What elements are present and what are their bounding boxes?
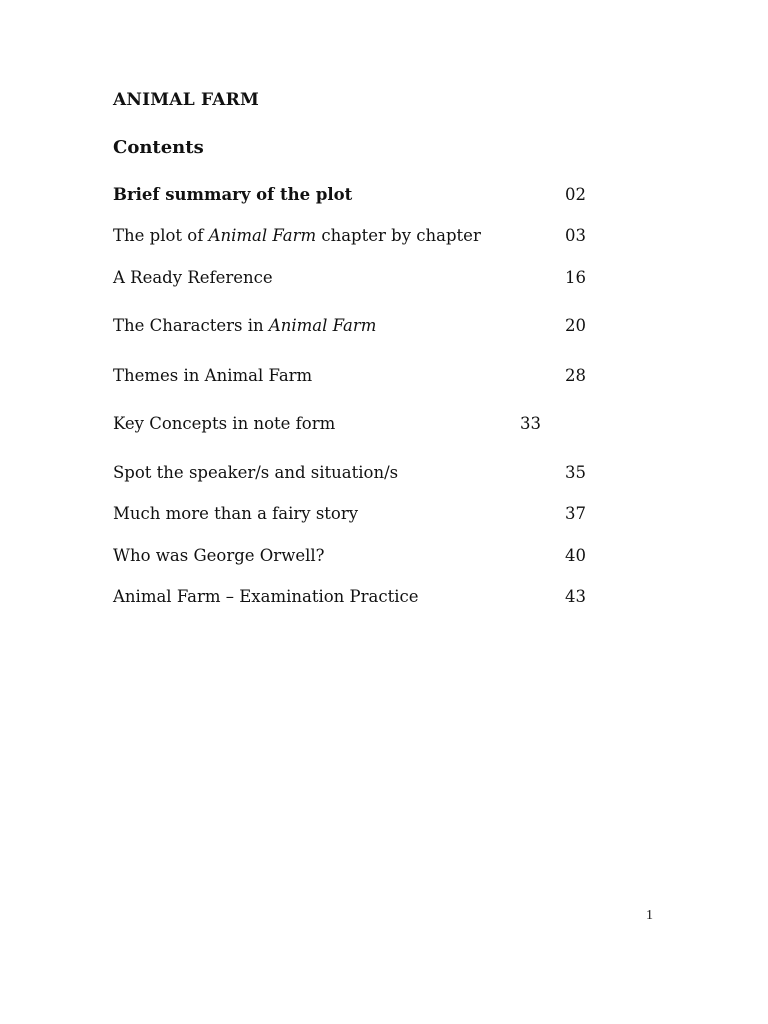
toc-entry-title — [113, 463, 398, 482]
toc-entry-page: 28 — [565, 366, 586, 385]
toc-entry — [113, 462, 398, 484]
toc-entry-title-part: Animal Farm — [268, 316, 377, 335]
toc-entry-page: 40 — [565, 546, 586, 565]
toc-entry-title-part: Who was George Orwell? — [113, 546, 325, 565]
toc-entry-title — [113, 226, 481, 245]
toc-entry-page: 33 — [520, 414, 541, 433]
toc-entry — [113, 586, 419, 608]
toc-entry-title-part: Brief summary of the plot — [113, 185, 353, 204]
toc-entry-title-part: Animal Farm – Examination Practice — [113, 587, 419, 606]
toc-entry-page: 03 — [565, 226, 586, 245]
toc-entry — [113, 184, 352, 206]
toc-entry — [113, 365, 312, 387]
toc-entry-title — [113, 185, 352, 204]
toc-entry-page: 02 — [565, 185, 586, 204]
toc-entry-title — [113, 268, 273, 287]
toc-entry-title — [113, 414, 335, 433]
toc-entry-title-part: Key Concepts in note form — [113, 414, 336, 433]
toc-entry — [113, 315, 376, 337]
toc-entry-page: 16 — [565, 268, 586, 287]
toc-entry-page: 20 — [565, 316, 586, 335]
toc-entry-title-part: chapter by chapter — [316, 226, 481, 245]
toc-entry-title — [113, 587, 419, 606]
toc-entry-title-part: The plot of — [113, 226, 209, 245]
toc-entry-title-part: Themes in Animal Farm — [113, 366, 313, 385]
toc-entry-title — [113, 316, 376, 335]
toc-entry-page: 43 — [565, 587, 586, 606]
document-title: ANIMAL FARM — [113, 90, 259, 110]
toc-entry — [113, 545, 324, 567]
toc-entry-page: 37 — [565, 504, 586, 523]
toc-entry — [113, 267, 273, 289]
toc-entry — [113, 225, 481, 247]
page-number: 1 — [646, 908, 653, 923]
contents-heading: Contents — [113, 137, 204, 158]
toc-entry-title-part: Much more than a fairy story — [113, 504, 359, 523]
toc-entry-page: 35 — [565, 463, 586, 482]
toc-entry — [113, 413, 335, 435]
toc-entry-title — [113, 504, 358, 523]
toc-entry-title-part: Spot the speaker/s and situation/s — [113, 463, 399, 482]
toc-entry-title — [113, 546, 324, 565]
toc-entry-title — [113, 366, 312, 385]
toc-entry-title-part: The Characters in — [113, 316, 269, 335]
toc-entry-title-part: Animal Farm — [208, 226, 317, 245]
toc-entry — [113, 503, 358, 525]
toc-entry-title-part: A Ready Reference — [113, 268, 273, 287]
